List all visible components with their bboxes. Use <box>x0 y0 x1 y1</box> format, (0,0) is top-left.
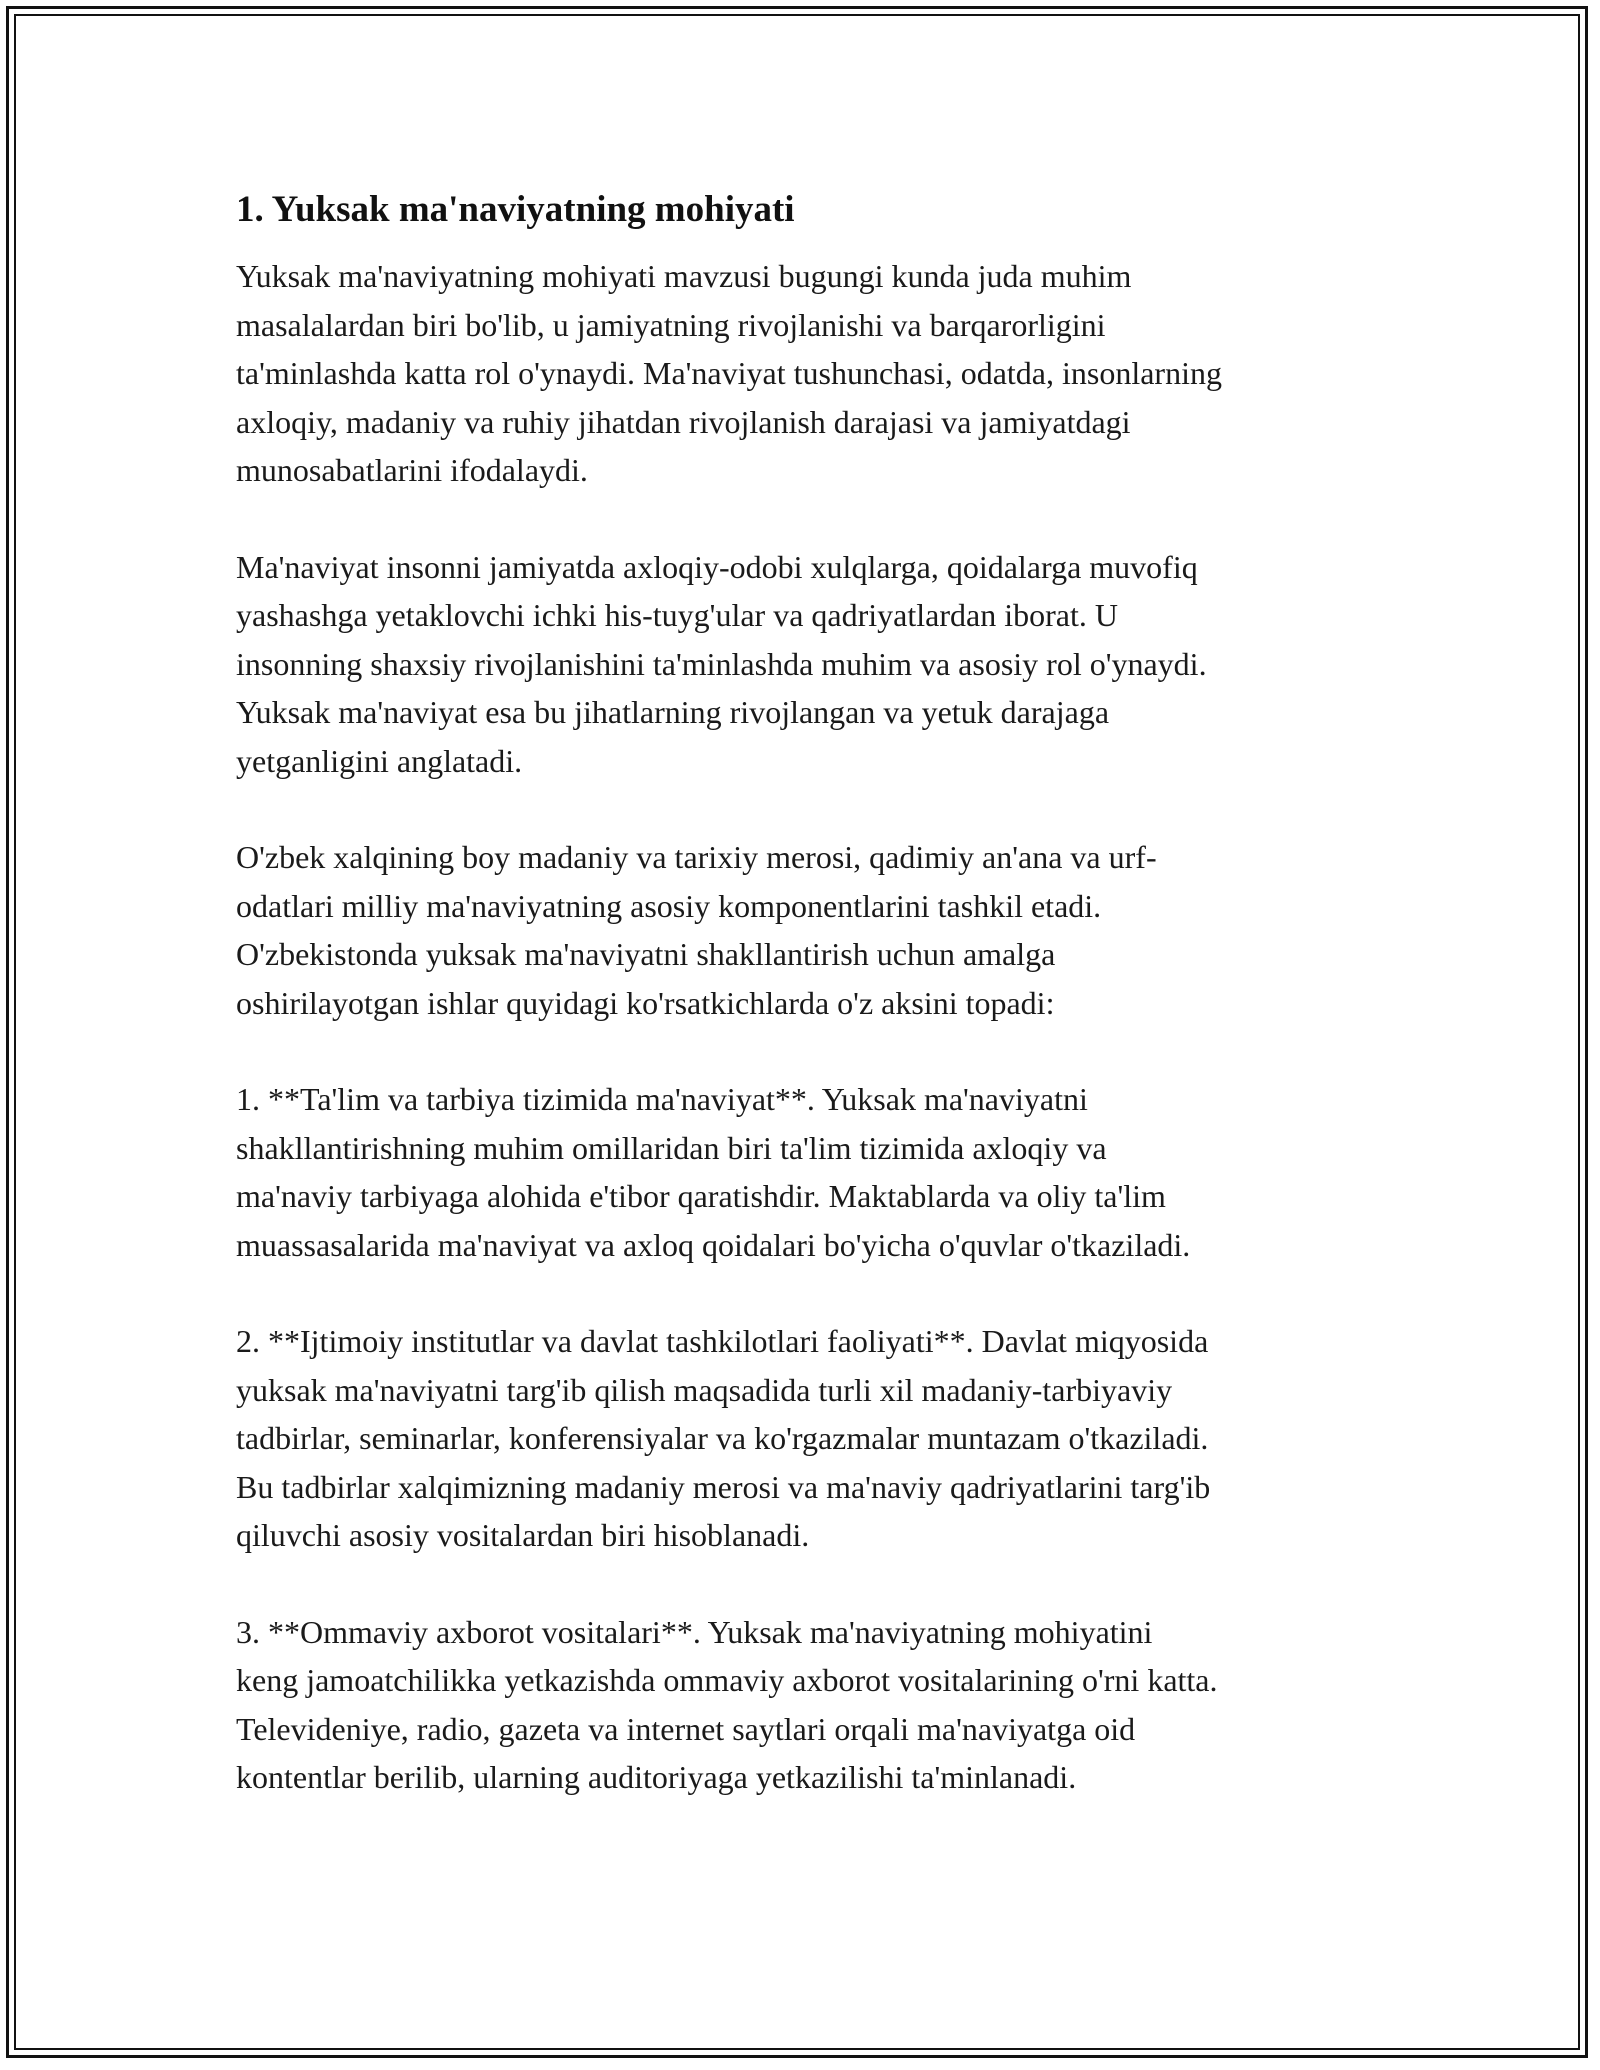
text-line: muassasalarida ma'naviyat va axloq qoidalari bo'yicha o'quvlar o'tkaziladi. <box>236 1226 1191 1263</box>
text-line: masalalardan biri bo'lib, u jamiyatning rivojlanishi va barqarorligini <box>236 306 1106 343</box>
text-line: 3. **Ommaviy axborot vositalari**. Yuksak ma'naviyatning mohiyatini <box>236 1613 1153 1650</box>
text-line: shakllantirishning muhim omillaridan biri ta'lim tizimida axloqiy va <box>236 1129 1107 1166</box>
paragraph-definition <box>236 543 1386 786</box>
paragraph-intro <box>236 252 1386 495</box>
text-line: kontentlar berilib, ularning auditoriyaga yetkazilishi ta'minlanadi. <box>236 1759 1077 1795</box>
text-line: odatlari milliy ma'naviyatning asosiy komponentlarini tashkil etadi. <box>236 887 1102 924</box>
text-line: insonning shaxsiy rivojlanishini ta'minlashda muhim va asosiy rol o'ynaydi. <box>236 645 1207 682</box>
document-body <box>236 186 1386 1850</box>
document-title: 1. Yuksak ma'naviyatning mohiyati <box>236 189 795 230</box>
text-line: yashashga yetaklovchi ichki his-tuyg'ular va qadriyatlardan iborat. U <box>236 597 1118 633</box>
text-line: keng jamoatchilikka yetkazishda ommaviy axborot vositalarining o'rni katta. <box>236 1662 1218 1698</box>
list-item-education <box>236 1075 1386 1269</box>
text-line: 1. **Ta'lim va tarbiya tizimida ma'naviyat**. Yuksak ma'naviyatni <box>236 1081 1088 1117</box>
text-line: axloqiy, madaniy va ruhiy jihatdan rivojlanish darajasi va jamiyatdagi <box>236 403 1131 440</box>
text-line: tadbirlar, seminarlar, konferensiyalar va ko'rgazmalar muntazam o'tkaziladi. <box>236 1420 1209 1456</box>
text-line: ma'naviy tarbiyaga alohida e'tibor qaratishdir. Maktablarda va oliy ta'lim <box>236 1178 1166 1214</box>
text-line: 2. **Ijtimoiy institutlar va davlat tashkilotlari faoliyati**. Davlat miqyosida <box>236 1323 1209 1359</box>
list-item-media <box>236 1608 1386 1802</box>
text-line: munosabatlarini ifodalaydi. <box>236 452 588 488</box>
paragraph-heritage <box>236 833 1386 1027</box>
text-line: ta'minlashda katta rol o'ynaydi. Ma'naviyat tushunchasi, odatda, insonlarning <box>236 355 1222 391</box>
text-line: oshirilayotgan ishlar quyidagi ko'rsatkichlarda o'z aksini topadi: <box>236 984 1055 1021</box>
text-line: O'zbekistonda yuksak ma'naviyatni shakllantirish uchun amalga <box>236 936 1056 972</box>
list-item-institutions <box>236 1317 1386 1560</box>
text-line: Yuksak ma'naviyatning mohiyati mavzusi bugungi kunda juda muhim <box>236 258 1132 294</box>
text-line: Yuksak ma'naviyat esa bu jihatlarning rivojlangan va yetuk darajaga <box>236 694 1110 730</box>
text-line: qiluvchi asosiy vositalardan biri hisoblanadi. <box>236 1517 810 1553</box>
text-line: O'zbek xalqining boy madaniy va tarixiy merosi, qadimiy an'ana va urf- <box>236 839 1157 875</box>
text-line: Televideniye, radio, gazeta va internet saytlari orqali ma'naviyatga oid <box>236 1710 1136 1747</box>
text-line: Bu tadbirlar xalqimizning madaniy merosi va ma'naviy qadriyatlarini targ'ib <box>236 1468 1211 1505</box>
text-line: Ma'naviyat insonni jamiyatda axloqiy-odobi xulqlarga, qoidalarga muvofiq <box>236 548 1198 585</box>
text-line: yetganligini anglatadi. <box>236 742 523 779</box>
text-line: yuksak ma'naviyatni targ'ib qilish maqsadida turli xil madaniy-tarbiyaviy <box>236 1371 1173 1408</box>
